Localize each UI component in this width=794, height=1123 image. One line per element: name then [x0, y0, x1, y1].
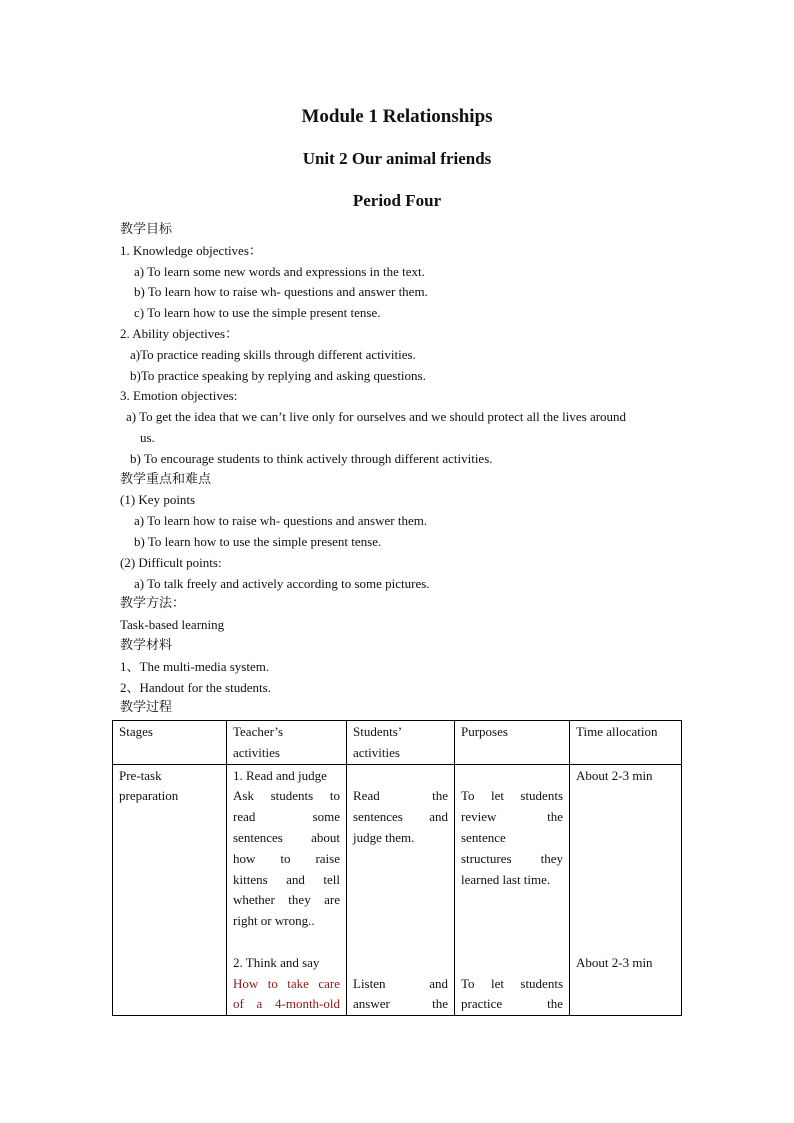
header-time: Time allocation: [570, 721, 682, 765]
table-row: [113, 764, 682, 1016]
difficult-point-item: a) To talk freely and actively according to some pictures.: [134, 575, 430, 591]
header-purposes: Purposes: [455, 721, 570, 765]
purposes-cell: To let students review the sentence structures they learned last time. To let students practice the: [455, 764, 570, 1016]
key-points-label: (1) Key points: [120, 492, 196, 508]
material-item: 2、Handout for the students.: [120, 679, 271, 695]
teacher-activities-cell: 1. Read and judge Ask students to read some sentences about how to raise kittens and tell whether they are right or wrong.. 2. Think and say How to take care of a 4-month-old: [227, 764, 347, 1016]
emotion-label: 3. Emotion objectives:: [120, 388, 238, 404]
highlighted-task: of a 4-month-old: [233, 996, 340, 1012]
emotion-item: a) To get the idea that we can’t live only for ourselves and we should protect all the lives around: [126, 409, 627, 425]
difficult-points-label: (2) Difficult points:: [120, 554, 222, 570]
table-header-row: [113, 721, 682, 765]
header-students: Students’ activities: [347, 721, 455, 765]
key-point-item: a) To learn how to raise wh- questions and answer them.: [134, 513, 428, 529]
knowledge-item: a) To learn some new words and expressions in the text.: [134, 263, 425, 279]
period-title: Period Four: [352, 191, 442, 210]
lesson-body: [120, 220, 680, 719]
header-stages: Stages: [113, 721, 227, 765]
module-title: Module 1 Relationships: [301, 106, 493, 127]
method-heading: 教学方法：: [120, 596, 186, 612]
knowledge-item: c) To learn how to use the simple present tense.: [134, 305, 381, 321]
unit-title: Unit 2 Our animal friends: [302, 149, 492, 168]
emotion-item: b) To encourage students to think actively through different activities.: [130, 450, 493, 466]
objectives-heading: 教学目标: [120, 222, 173, 237]
students-activities-cell: Read the sentences and judge them. Listen and answer the: [347, 764, 455, 1016]
highlighted-task: How to take care: [233, 975, 340, 991]
ability-label: 2. Ability objectives：: [120, 325, 239, 341]
process-heading: 教学过程: [120, 700, 173, 716]
ability-item: a)To practice reading skills through different activities.: [130, 346, 416, 362]
key-point-item: b) To learn how to use the simple present tense.: [134, 533, 382, 549]
header-teacher: Teacher’s activities: [227, 721, 347, 765]
stage-cell: Pre-task preparation: [113, 764, 227, 1016]
key-heading: 教学重点和难点: [120, 471, 212, 487]
materials-heading: 教学材料: [120, 637, 173, 653]
method-text: Task-based learning: [120, 617, 225, 633]
emotion-item-continued: us.: [140, 429, 155, 445]
material-item: 1、The multi-media system.: [120, 658, 270, 674]
knowledge-label: 1. Knowledge objectives：: [120, 242, 262, 258]
teaching-process-table: [112, 720, 682, 1016]
knowledge-item: b) To learn how to raise wh- questions and answer them.: [134, 284, 428, 300]
ability-item: b)To practice speaking by replying and asking questions.: [130, 367, 426, 383]
time-allocation-cell: About 2-3 min About 2-3 min: [570, 764, 682, 1016]
